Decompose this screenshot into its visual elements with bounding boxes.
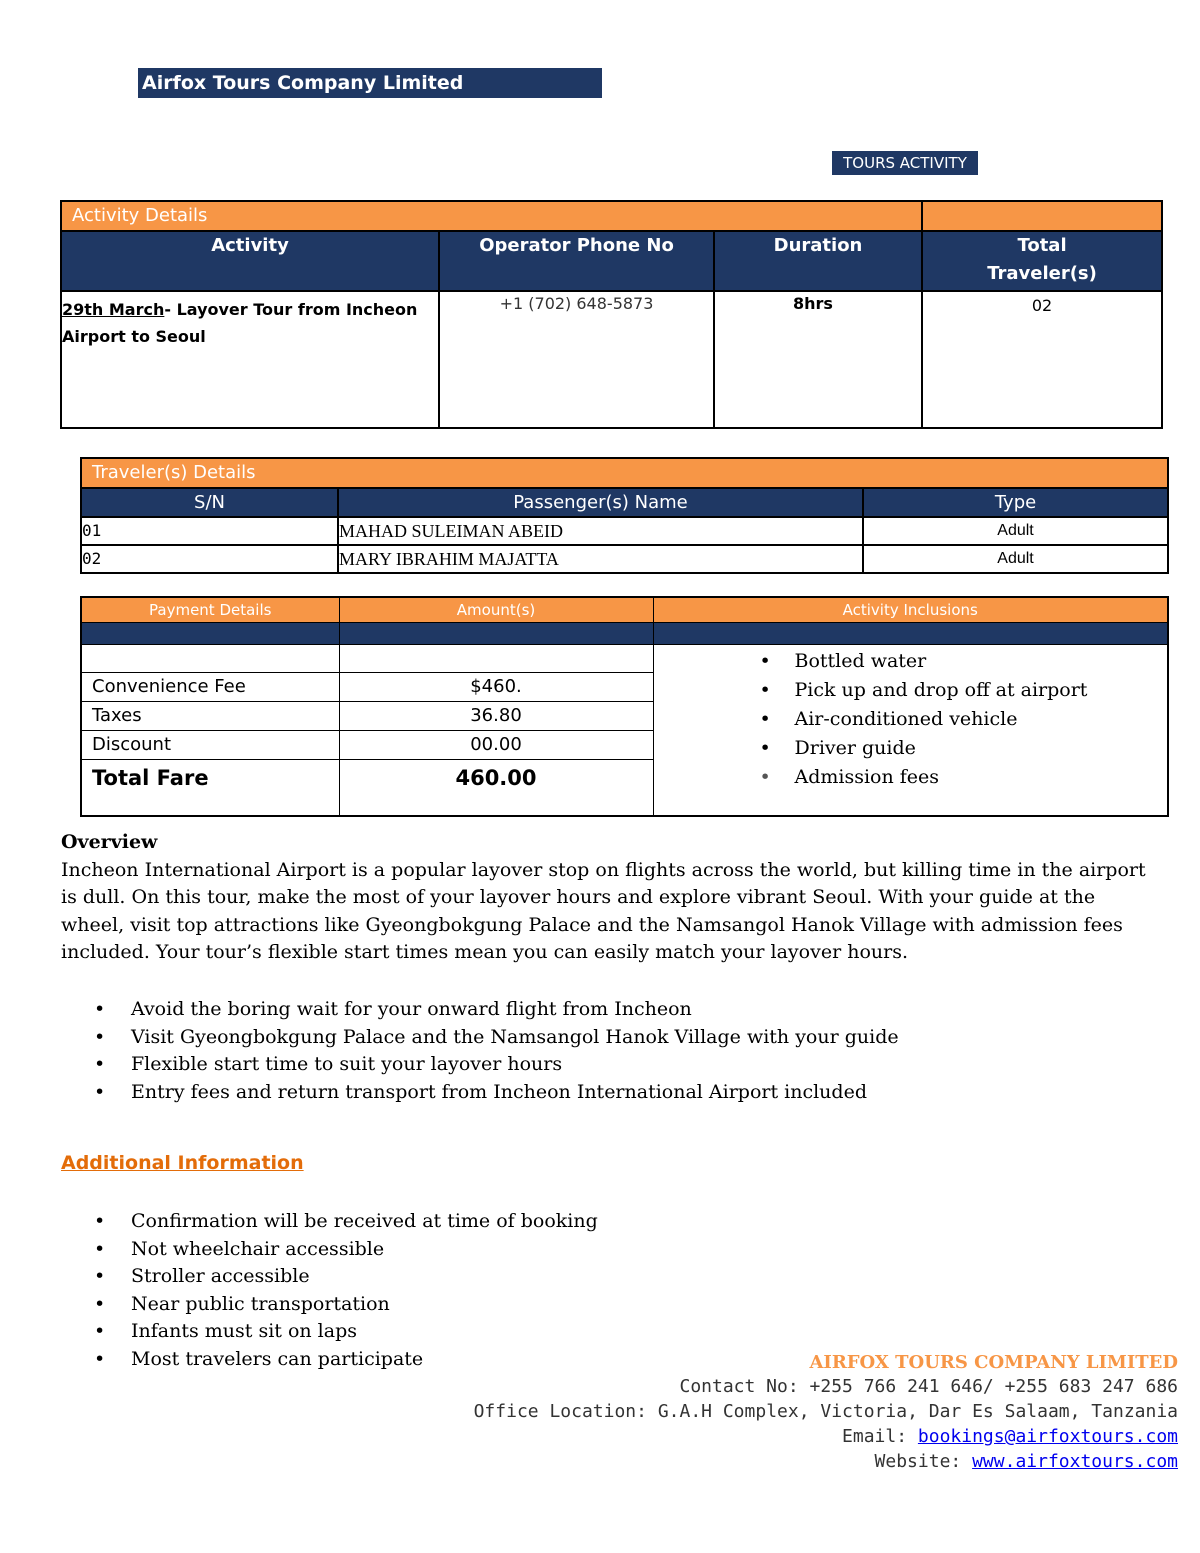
traveler-sn: 02	[81, 545, 338, 573]
list-item: • Most travelers can participate	[94, 1347, 424, 1370]
inclusions-list	[654, 645, 1168, 792]
payment-label: Taxes	[81, 702, 339, 731]
col-operator-phone: Operator Phone No	[439, 231, 714, 291]
col-type: Type	[863, 488, 1168, 517]
overview-section	[61, 829, 1151, 967]
activity-details-table	[60, 200, 1163, 429]
overview-title: Overview	[61, 831, 158, 853]
list-item: • Driver guide	[759, 737, 916, 759]
payment-amount: $460.	[339, 673, 653, 702]
list-item: • Air-conditioned vehicle	[759, 708, 1018, 730]
overview-bullets	[61, 996, 1151, 1106]
duration-value: 8hrs	[714, 291, 922, 428]
col-activity: Activity	[61, 231, 439, 291]
col-sn: S/N	[81, 488, 338, 517]
payment-label: Convenience Fee	[81, 673, 339, 702]
footer-company: AIRFOX TOURS COMPANY LIMITED	[809, 1352, 1178, 1373]
col-passenger-name: Passenger(s) Name	[338, 488, 863, 517]
traveler-name: MAHAD SULEIMAN ABEID	[338, 517, 863, 545]
footer-email: Email: bookings@airfoxtours.com	[842, 1426, 1178, 1447]
traveler-details-table	[80, 457, 1169, 574]
activity-date: 29th March	[62, 300, 165, 319]
list-item: • Entry fees and return transport from Incheon International Airport included	[94, 1080, 867, 1103]
payment-navy-spacer	[653, 623, 1168, 645]
table-row	[81, 517, 1168, 545]
total-travelers-value: 02	[922, 291, 1162, 428]
document-type-label: TOURS ACTIVITY	[832, 151, 978, 175]
activity-description: - Layover Tour from Incheon Airport to Seoul	[62, 300, 418, 346]
payment-amount: 00.00	[339, 731, 653, 760]
payment-details-table	[80, 596, 1169, 817]
list-item: • Stroller accessible	[94, 1265, 310, 1287]
traveler-type: Adult	[863, 545, 1168, 573]
operator-phone: +1 (702) 648-5873	[439, 291, 714, 428]
total-fare-label: Total Fare	[81, 760, 339, 816]
list-item: • Flexible start time to suit your layover hours	[94, 1053, 563, 1075]
payment-navy-spacer	[81, 623, 339, 645]
list-item: • Infants must sit on laps	[94, 1320, 357, 1342]
activity-section-title: Activity Details	[61, 201, 922, 231]
list-item: • Avoid the boring wait for your onward flight from Incheon	[94, 998, 692, 1020]
additional-info-title: Additional Information	[61, 1152, 304, 1174]
traveler-sn: 01	[81, 517, 338, 545]
footer-website: Website: www.airfoxtours.com	[874, 1451, 1178, 1472]
traveler-type: Adult	[863, 517, 1168, 545]
payment-label: Discount	[81, 731, 339, 760]
activity-cell	[61, 291, 439, 428]
list-item: • Admission fees	[759, 766, 940, 788]
col-duration: Duration	[714, 231, 922, 291]
list-item: • Near public transportation	[94, 1292, 390, 1315]
col-activity-inclusions: Activity Inclusions	[653, 597, 1168, 623]
footer-office: Office Location: G.A.H Complex, Victoria, Dar Es Salaam, Tanzania	[473, 1401, 1178, 1422]
additional-info-bullets	[61, 1208, 1151, 1373]
col-amounts: Amount(s)	[339, 597, 653, 623]
footer	[473, 1352, 1178, 1474]
list-item: • Bottled water	[759, 650, 927, 672]
company-name-banner: Airfox Tours Company Limited	[138, 68, 602, 98]
list-item: • Pick up and drop off at airport	[759, 679, 1088, 701]
list-item: • Not wheelchair accessible	[94, 1237, 385, 1260]
email-link[interactable]: bookings@airfoxtours.com	[917, 1426, 1178, 1447]
col-payment-details: Payment Details	[81, 597, 339, 623]
payment-blank-cell	[81, 645, 339, 673]
payment-blank-cell	[339, 645, 653, 673]
traveler-section-title: Traveler(s) Details	[81, 458, 1168, 488]
table-row	[81, 545, 1168, 573]
payment-navy-spacer	[339, 623, 653, 645]
total-fare-amount: 460.00	[339, 760, 653, 816]
activity-section-blank	[922, 201, 1162, 231]
col-total-travelers: Total Traveler(s)	[922, 231, 1162, 291]
list-item: • Visit Gyeongbokgung Palace and the Namsangol Hanok Village with your guide	[94, 1025, 899, 1048]
overview-text: Incheon International Airport is a popular layover stop on flights across the world, but killing time in the airport is dull. On this tour, make the most of your layover hours and explore vibrant Seoul. With your guide at the wheel, visit top attractions like Gyeongbokgung Palace and the Namsangol Hanok Village with admission fees included. Your tour’s flexible start times mean you can easily match your layover hours.	[61, 858, 1146, 963]
payment-amount: 36.80	[339, 702, 653, 731]
website-link[interactable]: www.airfoxtours.com	[972, 1451, 1178, 1472]
list-item: • Confirmation will be received at time of booking	[94, 1210, 598, 1232]
footer-contact: Contact No: +255 766 241 646/ +255 683 247 686	[679, 1376, 1178, 1397]
traveler-name: MARY IBRAHIM MAJATTA	[338, 545, 863, 573]
inclusions-cell	[653, 645, 1168, 816]
